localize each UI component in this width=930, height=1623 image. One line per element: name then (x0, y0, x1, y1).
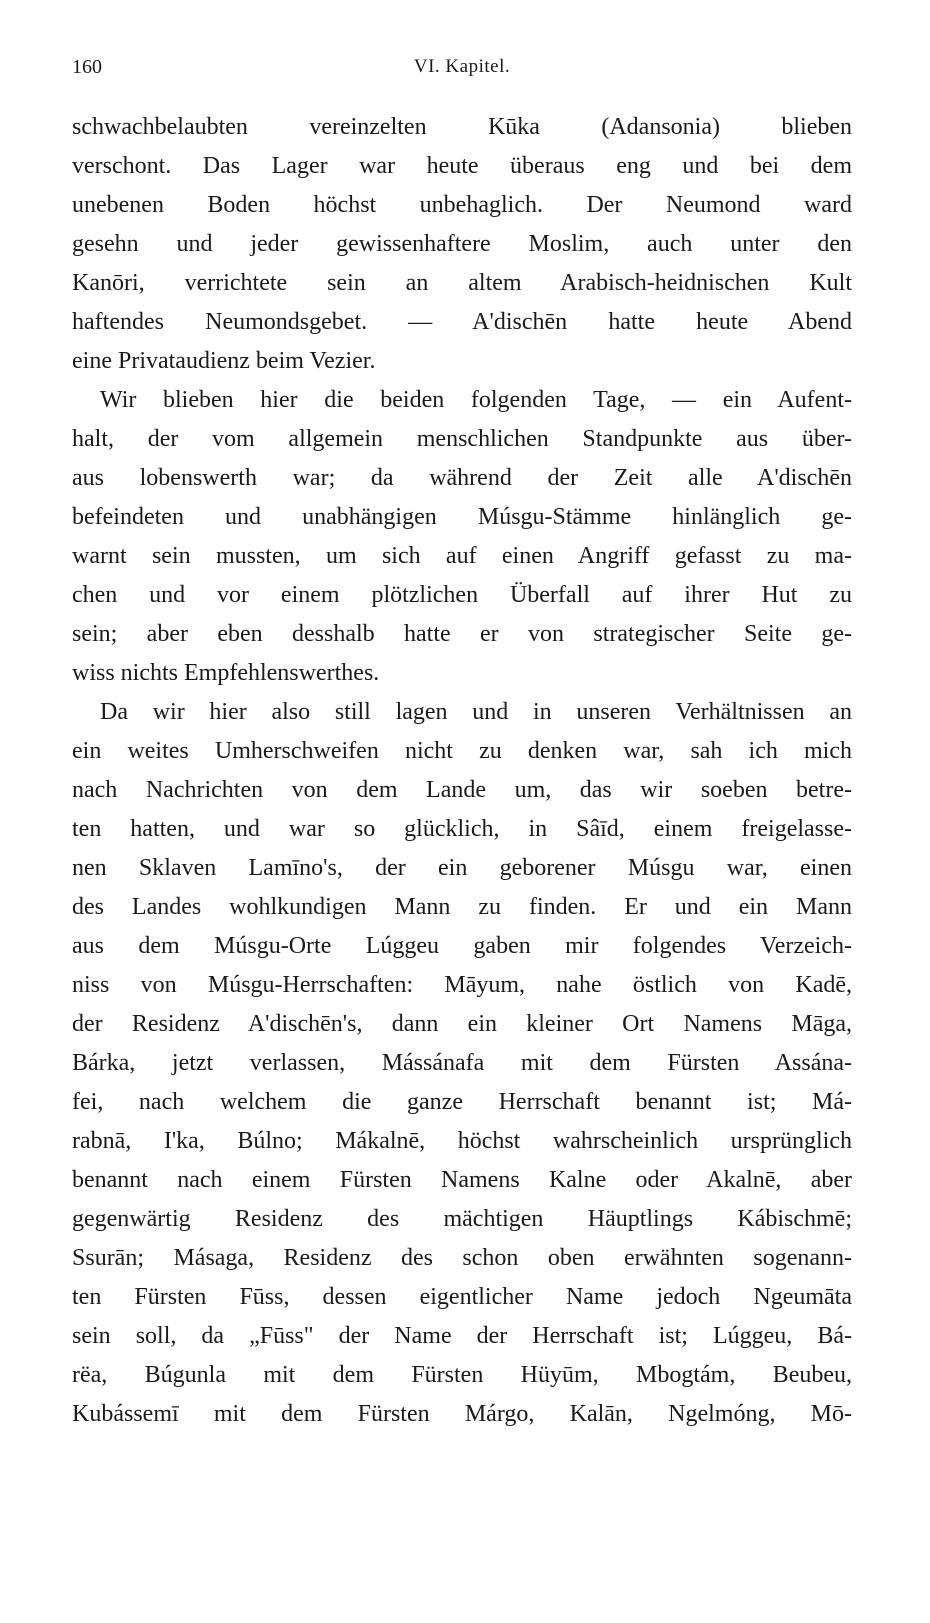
text-line: benannt nach einem Fürsten Namens Kalne oder Akalnē, aber (72, 1167, 852, 1193)
text-line: eine Privataudienz beim Vezier. (72, 348, 376, 374)
text-line: ten hatten, und war so glücklich, in Sâīd, einem freigelasse- (72, 816, 852, 842)
text-line: ein weites Umherschweifen nicht zu denken war, sah ich mich (72, 738, 852, 764)
text-line: warnt sein mussten, um sich auf einen Angriff gefasst zu ma- (72, 543, 852, 569)
text-line: fei, nach welchem die ganze Herrschaft benannt ist; Má- (72, 1089, 852, 1115)
page-number: 160 (72, 56, 102, 78)
text-line: chen und vor einem plötzlichen Überfall auf ihrer Hut zu (72, 582, 852, 608)
text-line: sein soll, da „Fūss" der Name der Herrschaft ist; Lúggeu, Bá- (72, 1323, 852, 1349)
text-line: gesehn und jeder gewissenhaftere Moslim, auch unter den (72, 231, 852, 257)
text-line: sein; aber eben desshalb hatte er von strategischer Seite ge- (72, 621, 852, 647)
text-line: halt, der vom allgemein menschlichen Standpunkte aus über- (72, 426, 852, 452)
text-line: verschont. Das Lager war heute überaus eng und bei dem (72, 153, 852, 179)
text-line: aus lobenswerth war; da während der Zeit alle A'dischēn (72, 465, 852, 491)
text-line: nach Nachrichten von dem Lande um, das wir soeben betre- (72, 777, 852, 803)
running-head: VI. Kapitel. (413, 56, 511, 77)
text-line: gegenwärtig Residenz des mächtigen Häuptlings Kábischmē; (72, 1206, 852, 1232)
text-line: des Landes wohlkundigen Mann zu finden. Er und ein Mann (72, 894, 852, 920)
text-line: ten Fürsten Fūss, dessen eigentlicher Name jedoch Ngeumāta (72, 1284, 852, 1310)
text-line: nen Sklaven Lamīno's, der ein geborener Músgu war, einen (72, 855, 852, 881)
body-text (72, 108, 852, 1434)
text-line: aus dem Músgu-Orte Lúggeu gaben mir folgendes Verzeich- (72, 933, 852, 959)
text-line: niss von Músgu-Herrschaften: Māyum, nahe östlich von Kadē, (72, 972, 852, 998)
text-line: Da wir hier also still lagen und in unseren Verhältnissen an (100, 699, 852, 725)
text-line: Kanōri, verrichtete sein an altem Arabisch-heidnischen Kult (72, 270, 852, 296)
text-line: Kubássemī mit dem Fürsten Márgo, Kalān, Ngelmóng, Mō- (72, 1401, 852, 1427)
text-line: der Residenz A'dischēn's, dann ein kleiner Ort Namens Māga, (72, 1011, 852, 1037)
text-line: Bárka, jetzt verlassen, Mássánafa mit dem Fürsten Assána- (72, 1050, 852, 1076)
text-line: wiss nichts Empfehlenswerthes. (72, 660, 380, 686)
page-header (72, 56, 852, 86)
text-line: Wir blieben hier die beiden folgenden Tage, — ein Aufent- (100, 387, 852, 413)
text-line: unebenen Boden höchst unbehaglich. Der Neumond ward (72, 192, 852, 218)
text-line: schwachbelaubten vereinzelten Kūka (Adansonia) blieben (72, 114, 852, 140)
text-line: rabnā, I'ka, Búlno; Mákalnē, höchst wahrscheinlich ursprünglich (72, 1128, 852, 1154)
text-line: haftendes Neumondsgebet. — A'dischēn hatte heute Abend (72, 309, 852, 335)
text-line: Ssurān; Másaga, Residenz des schon oben erwähnten sogenann- (72, 1245, 852, 1271)
text-line: befeindeten und unabhängigen Músgu-Stämme hinlänglich ge- (72, 504, 852, 530)
text-line: rëa, Búgunla mit dem Fürsten Hüyūm, Mbogtám, Beubeu, (72, 1362, 852, 1388)
